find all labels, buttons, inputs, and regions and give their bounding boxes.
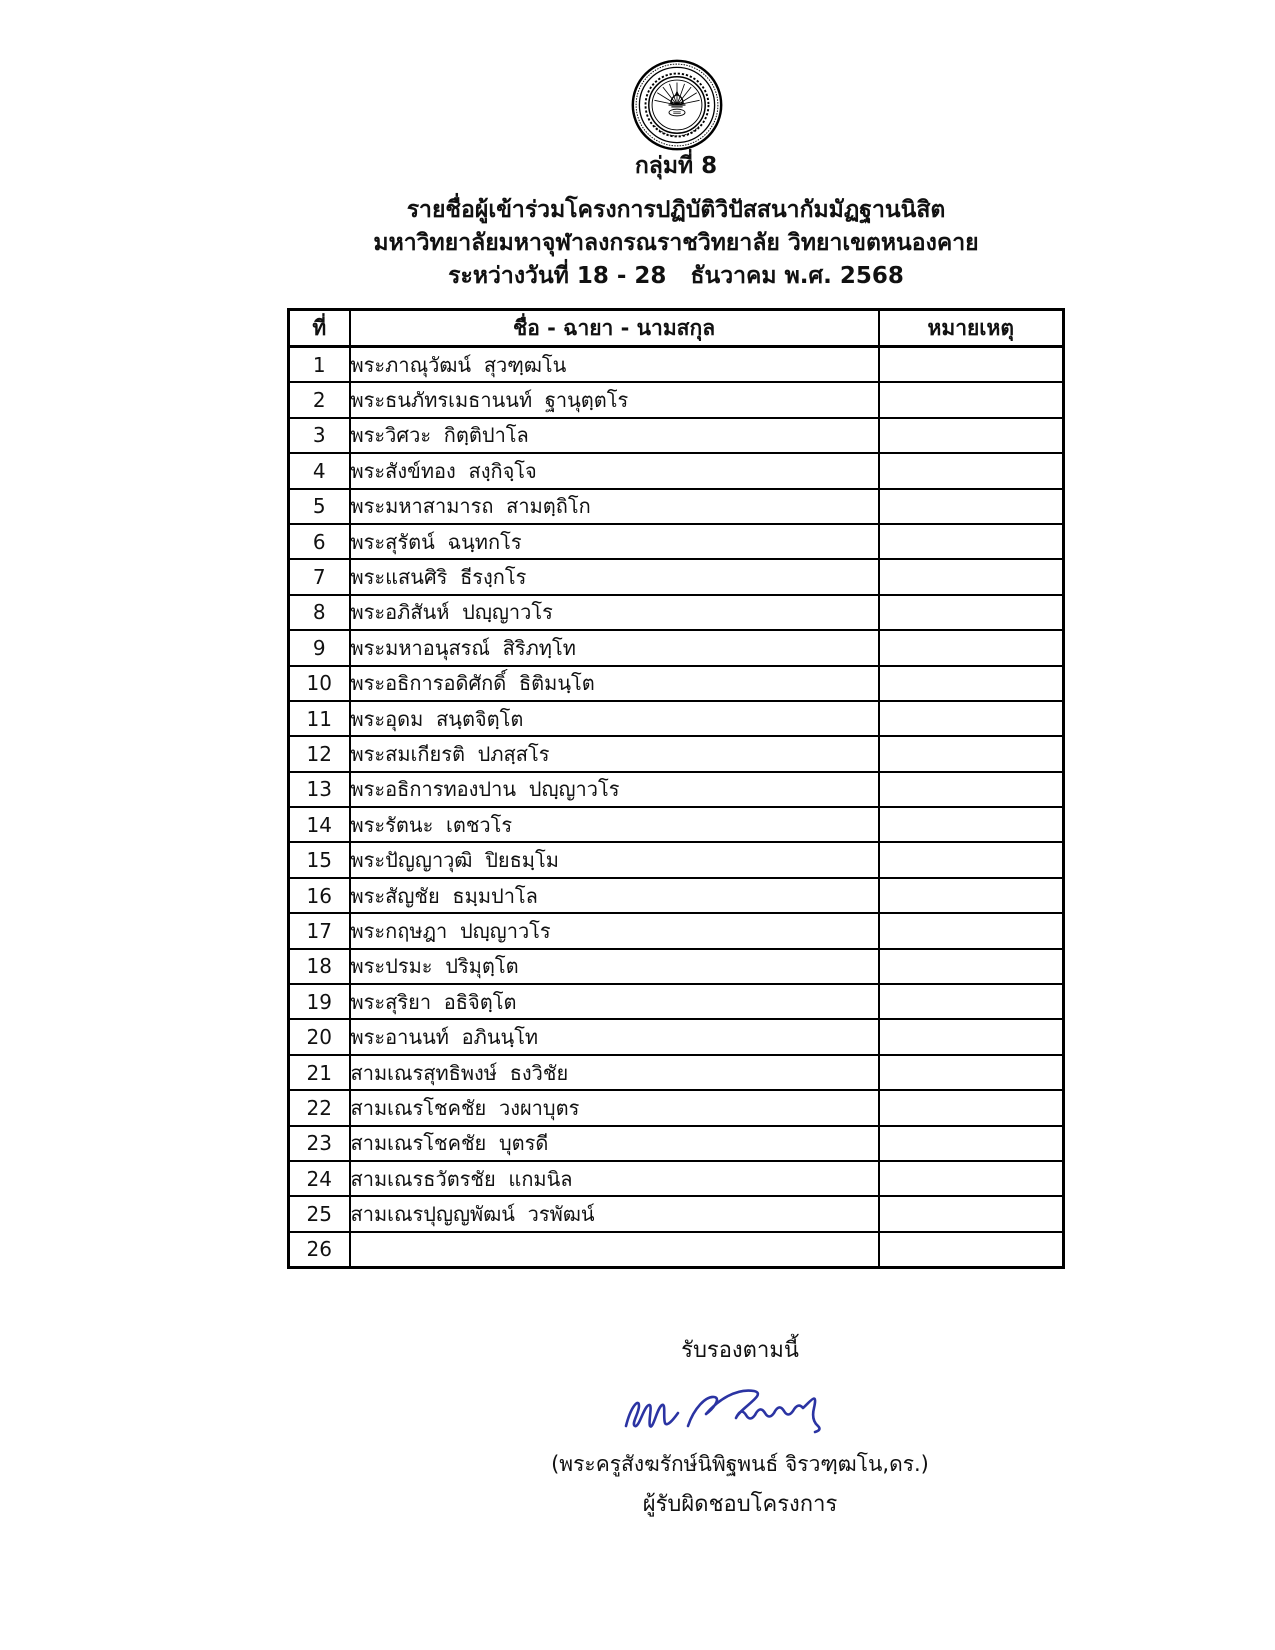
table-row: [289, 595, 1064, 630]
participant-name-cell: พระสุรัตน์ ฉนฺทกโร: [350, 524, 879, 559]
university-name: มหาวิทยาลัยมหาจุฬาลงกรณราชวิทยาลัย วิทยาเขตหนองคาย: [373, 230, 979, 256]
participant-name-cell: พระแสนศิริ ธีรงฺกโร: [350, 559, 879, 594]
row-number-cell: 2: [289, 382, 350, 417]
remark-cell: [879, 949, 1064, 984]
row-number-cell: 6: [289, 524, 350, 559]
participant-name-cell: สามเณรสุทธิพงษ์ ธงวิชัย: [350, 1055, 879, 1090]
table-row: [289, 807, 1064, 842]
row-number-cell: 22: [289, 1090, 350, 1125]
participant-name-cell: พระรัตนะ เตชวโร: [350, 807, 879, 842]
row-number-cell: 21: [289, 1055, 350, 1090]
participant-name-cell: พระอธิการอดิศักดิ์ ธิติมนฺโต: [350, 666, 879, 701]
handwritten-signature-icon: [618, 1382, 838, 1444]
remark-cell: [879, 489, 1064, 524]
participant-name-cell: สามเณรโชคชัย วงผาบุตร: [350, 1090, 879, 1125]
table-row: [289, 1161, 1064, 1196]
remark-cell: [879, 913, 1064, 948]
row-number-cell: 15: [289, 842, 350, 877]
participant-name-cell: พระอธิการทองปาน ปญฺญาวโร: [350, 772, 879, 807]
table-row: [289, 1019, 1064, 1054]
table-row: [289, 1126, 1064, 1161]
row-number-cell: 18: [289, 949, 350, 984]
participant-name-cell: สามเณรธวัตรชัย แกมนิล: [350, 1161, 879, 1196]
row-number-cell: 19: [289, 984, 350, 1019]
remark-cell: [879, 701, 1064, 736]
table-row: [289, 382, 1064, 417]
table-row: [289, 1055, 1064, 1090]
remark-cell: [879, 347, 1064, 383]
remark-cell: [879, 666, 1064, 701]
table-row: [289, 489, 1064, 524]
participant-name-cell: พระวิศวะ กิตฺติปาโล: [350, 418, 879, 453]
table-row: [289, 772, 1064, 807]
participant-name-cell: พระอุดม สนฺตจิตฺโต: [350, 701, 879, 736]
table-row: [289, 701, 1064, 736]
participant-name-cell: พระอานนท์ อภินนฺโท: [350, 1019, 879, 1054]
remark-cell: [879, 1232, 1064, 1268]
row-number-cell: 3: [289, 418, 350, 453]
participant-name-cell: พระกฤษฎา ปญฺญาวโร: [350, 913, 879, 948]
remark-cell: [879, 1126, 1064, 1161]
remark-cell: [879, 1196, 1064, 1231]
document-title: รายชื่อผู้เข้าร่วมโครงการปฏิบัติวิปัสสนากัมมัฏฐานนิสิต: [406, 197, 946, 223]
remark-cell: [879, 559, 1064, 594]
table-row: [289, 666, 1064, 701]
remark-cell: [879, 1055, 1064, 1090]
row-number-cell: 5: [289, 489, 350, 524]
table-row: [289, 347, 1064, 383]
table-row: [289, 842, 1064, 877]
remark-cell: [879, 453, 1064, 488]
row-number-cell: 11: [289, 701, 350, 736]
participant-name-cell: พระปัญญาวุฒิ ปิยธมฺโม: [350, 842, 879, 877]
group-number-heading: กลุ่มที่ 8: [634, 153, 718, 179]
row-number-cell: 4: [289, 453, 350, 488]
row-number-cell: 9: [289, 630, 350, 665]
remark-cell: [879, 878, 1064, 913]
row-number-cell: 26: [289, 1232, 350, 1268]
table-row: [289, 630, 1064, 665]
table-header-row: [289, 310, 1064, 347]
participant-name-cell: พระภาณุวัฒน์ สุวฑฺฒโน: [350, 347, 879, 383]
row-number-cell: 24: [289, 1161, 350, 1196]
row-number-cell: 10: [289, 666, 350, 701]
participant-name-cell: พระสัญชัย ธมฺมปาโล: [350, 878, 879, 913]
table-row: [289, 453, 1064, 488]
remark-cell: [879, 595, 1064, 630]
participant-name-cell: พระสังข์ทอง สงฺกิจฺโจ: [350, 453, 879, 488]
remark-cell: [879, 984, 1064, 1019]
row-number-cell: 23: [289, 1126, 350, 1161]
column-header-number: ที่: [289, 310, 350, 347]
participant-name-cell: พระสมเกียรติ ปภสฺสโร: [350, 736, 879, 771]
remark-cell: [879, 630, 1064, 665]
participant-name-cell: พระมหาสามารถ สามตฺถิโก: [350, 489, 879, 524]
participant-name-cell: พระอภิสันห์ ปญฺญาวโร: [350, 595, 879, 630]
table-row: [289, 913, 1064, 948]
signer-name: (พระครูสังฆรักษ์นิพิฐพนธ์ จิรวฑฺฒโน,ดร.): [551, 1452, 929, 1476]
roster-table-body: [289, 347, 1064, 1268]
table-row: [289, 1196, 1064, 1231]
remark-cell: [879, 1090, 1064, 1125]
participant-name-cell: พระมหาอนุสรณ์ สิริภทฺโท: [350, 630, 879, 665]
remark-cell: [879, 1161, 1064, 1196]
remark-cell: [879, 1019, 1064, 1054]
remark-cell: [879, 382, 1064, 417]
row-number-cell: 8: [289, 595, 350, 630]
row-number-cell: 25: [289, 1196, 350, 1231]
table-row: [289, 1232, 1064, 1268]
participant-name-cell: พระปรมะ ปริมุตฺโต: [350, 949, 879, 984]
participant-name-cell: [350, 1232, 879, 1268]
participant-name-cell: สามเณรปุญญพัฒน์ วรพัฒน์: [350, 1196, 879, 1231]
table-row: [289, 984, 1064, 1019]
participant-roster-table: [287, 308, 1065, 1269]
date-range: ระหว่างวันที่ 18 - 28 ธันวาคม พ.ศ. 2568: [448, 263, 904, 289]
remark-cell: [879, 736, 1064, 771]
remark-cell: [879, 418, 1064, 453]
participant-name-cell: สามเณรโชคชัย บุตรดี: [350, 1126, 879, 1161]
row-number-cell: 1: [289, 347, 350, 383]
certification-text: รับรองตามนี้: [681, 1338, 799, 1363]
table-row: [289, 418, 1064, 453]
remark-cell: [879, 842, 1064, 877]
row-number-cell: 20: [289, 1019, 350, 1054]
participant-name-cell: พระสุริยา อธิจิตฺโต: [350, 984, 879, 1019]
table-row: [289, 736, 1064, 771]
column-header-name: ชื่อ - ฉายา - นามสกุล: [350, 310, 879, 347]
table-row: [289, 949, 1064, 984]
table-row: [289, 878, 1064, 913]
table-row: [289, 1090, 1064, 1125]
table-row: [289, 559, 1064, 594]
row-number-cell: 7: [289, 559, 350, 594]
row-number-cell: 13: [289, 772, 350, 807]
row-number-cell: 12: [289, 736, 350, 771]
table-row: [289, 524, 1064, 559]
row-number-cell: 14: [289, 807, 350, 842]
remark-cell: [879, 807, 1064, 842]
column-header-remark: หมายเหตุ: [879, 310, 1064, 347]
participant-name-cell: พระธนภัทรเมธานนท์ ฐานุตฺตโร: [350, 382, 879, 417]
signer-role: ผู้รับผิดชอบโครงการ: [642, 1492, 838, 1517]
row-number-cell: 16: [289, 878, 350, 913]
mcu-university-seal-icon: [630, 58, 724, 152]
remark-cell: [879, 772, 1064, 807]
remark-cell: [879, 524, 1064, 559]
row-number-cell: 17: [289, 913, 350, 948]
